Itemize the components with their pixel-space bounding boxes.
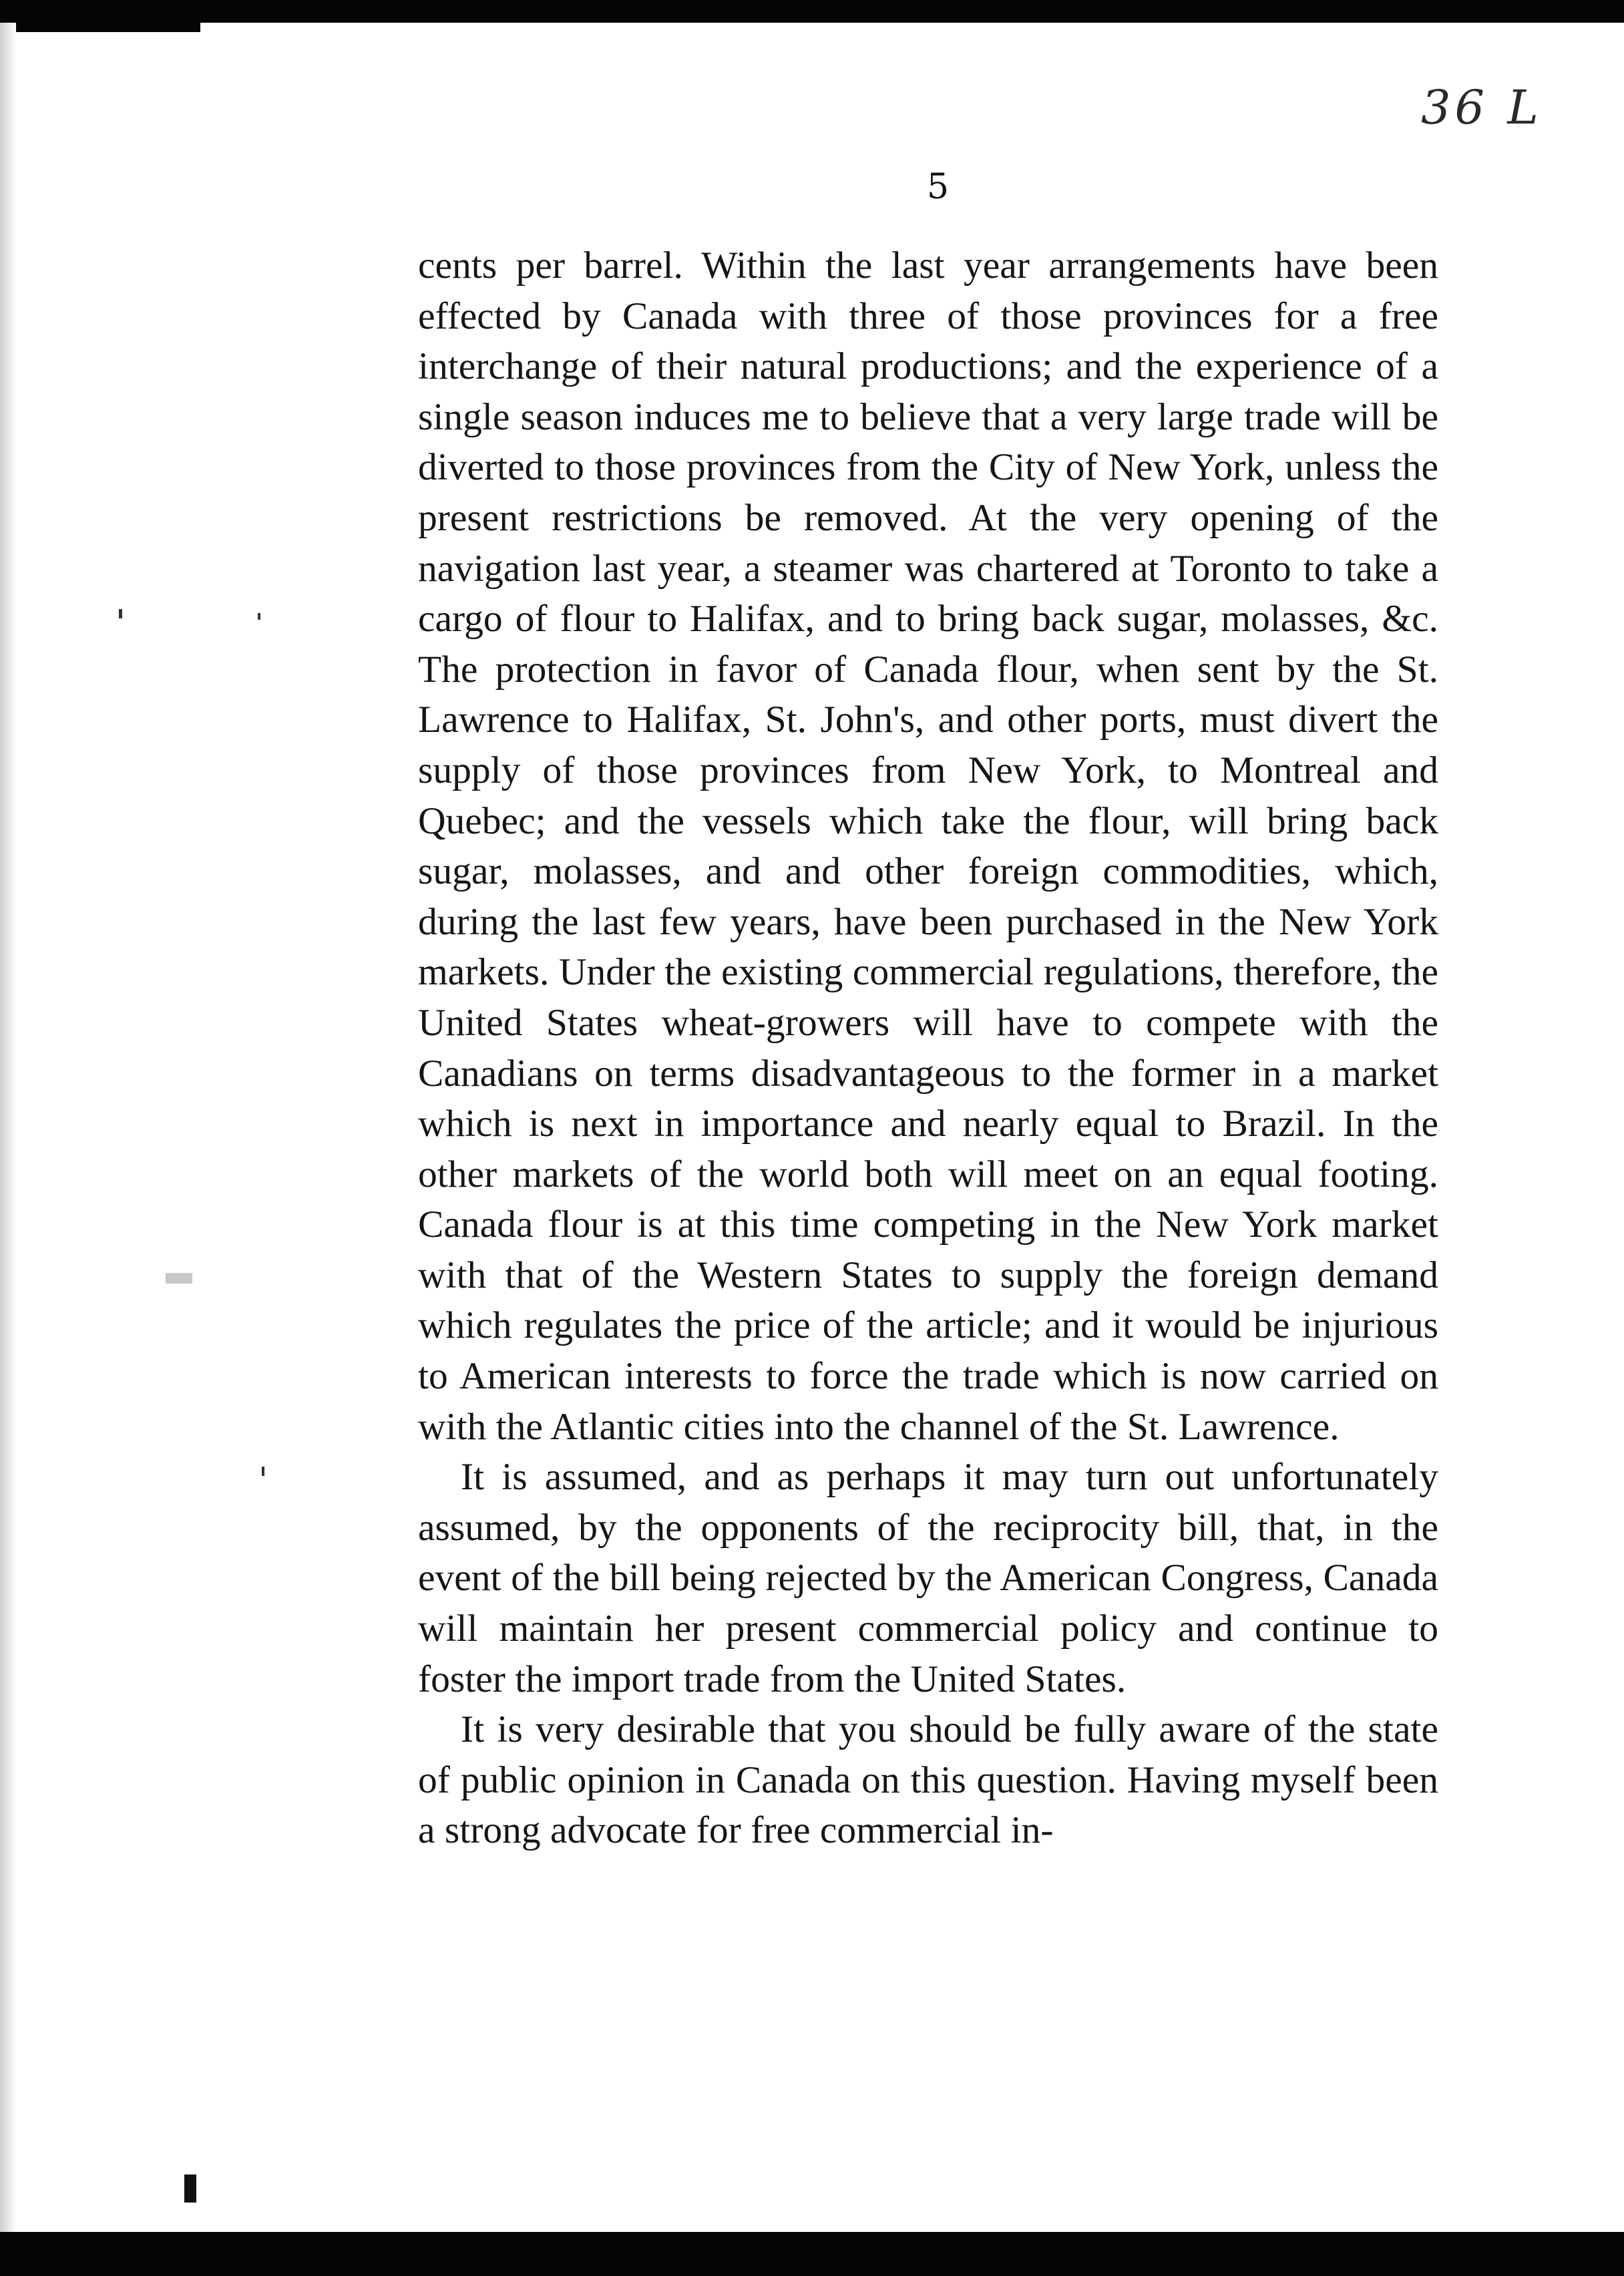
handwritten-folio-note: 36 L: [1421, 80, 1543, 135]
page-binding-shadow: [0, 23, 16, 2233]
scan-speck: [262, 1467, 264, 1476]
paragraph-3: It is very desirable that you should be fully aware of the state of public opinion in Canada on this question. Having myself been a strong advocate for free commercial in-: [418, 1708, 1438, 1852]
scan-bottom-border: [0, 2232, 1624, 2276]
scan-top-border-notch: [0, 0, 200, 32]
scan-speck: [166, 1273, 192, 1284]
scan-top-border: [0, 0, 1624, 23]
scan-speck: [258, 613, 260, 620]
scan-speck: [119, 609, 122, 618]
scan-registration-mark: [184, 2174, 196, 2203]
body-text: [418, 240, 1438, 1856]
paragraph-2: It is assumed, and as perhaps it may turn out unfortunately assumed, by the opponents of the reciprocity bill, that, in the event of the bill being rejected by the American Congress, Canada will maintain her present commercial policy and continue to foster the import trade from the United States.: [418, 1456, 1438, 1700]
paragraph-1: cents per barrel. Within the last year arrangements have been effected by Canada with three of those provinces for a free interchange of their natural productions; and the experience of a single season induces me to believe that a very large trade will be diverted to those provinces from the City of New York, unless the present restrictions be removed. At the very opening of the navigation last year, a steamer was chartered at Toronto to take a cargo of flour to Halifax, and to bring back sugar, molasses, &c. The protection in favor of Canada flour, when sent by the St. Lawrence to Halifax, St. John's, and other ports, must divert the supply of those provinces from New York, to Montreal and Quebec; and the vessels which take the flour, will bring back sugar, molasses, and and other foreign commodities, which, during the last few years, have been purchased in the New York markets. Under the existing commercial regulations, therefore, the United States wheat-growers will have to compete with the Canadians on terms disadvantageous to the former in a market which is next in importance and nearly equal to Brazil. In the other markets of the world both will meet on an equal footing. Canada flour is at this time competing in the New York market with that of the Western States to supply the foreign demand which regulates the price of the article; and it would be injurious to American interests to force the trade which is now carried on with the Atlantic cities into the channel of the St. Lawrence.: [418, 244, 1438, 1448]
page-number: 5: [927, 167, 950, 207]
